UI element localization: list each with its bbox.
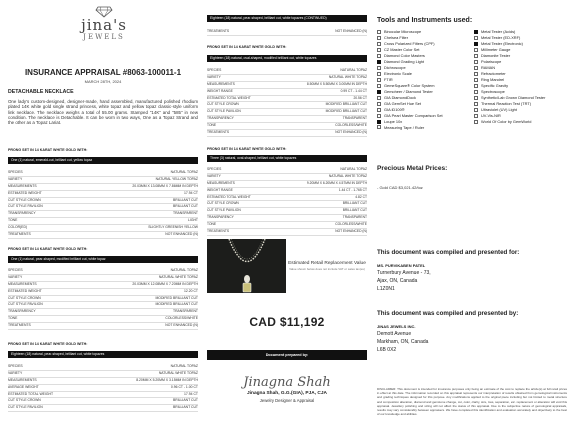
signature: Jinagna Shah: [243, 375, 331, 390]
unchecked-box-icon: [474, 48, 478, 52]
spec-label: WEIGHT RANGE: [207, 88, 233, 93]
spec-value: BRILLIANT CUT: [342, 208, 367, 213]
spec-row: [207, 82, 367, 89]
spec-label: VARIETY: [8, 370, 23, 375]
spec-row: [8, 225, 198, 232]
stone-spec-table: [207, 29, 367, 36]
stone-group-bar: Eighteen (18) natural, pear-shaped, brilliant cut, white topazes: [8, 351, 198, 358]
spec-label: WEIGHT RANGE: [207, 187, 233, 192]
spec-row: [207, 116, 367, 123]
stone-spec-table: [207, 68, 367, 137]
unchecked-box-icon: [474, 84, 478, 88]
spec-row: [8, 385, 198, 392]
unchecked-box-icon: [377, 54, 381, 58]
tool-label: Dichroscope: [384, 65, 406, 71]
checked-box-icon: [474, 42, 478, 46]
spec-value: MODIFIED BRILLIANT CUT: [155, 302, 198, 307]
spec-row: [207, 208, 367, 215]
stone-spec-table: [207, 167, 367, 236]
spec-row: [8, 364, 198, 371]
checked-box-icon: [474, 30, 478, 34]
tool-item: [377, 125, 470, 131]
spec-row: [8, 289, 198, 296]
tool-label: Metal Tester (Electronic): [481, 41, 523, 47]
spec-label: TONE: [8, 316, 18, 321]
unchecked-box-icon: [474, 36, 478, 40]
setting-label: PRONG SET IN 14 KARAT WHITE GOLD WITH:: [207, 147, 287, 151]
unchecked-box-icon: [377, 30, 381, 34]
tool-label: Millimeter Gauge: [481, 47, 511, 53]
stone-spec-table: [8, 268, 198, 330]
spec-row: [8, 316, 198, 323]
unchecked-box-icon: [474, 120, 478, 124]
spec-value: NATURAL WHITE TOPAZ: [328, 74, 367, 79]
spec-value: 12.20 CT: [184, 288, 198, 293]
spec-label: CUT STYLE PAVILION: [8, 405, 43, 410]
tool-label: Spectroscope: [481, 89, 505, 95]
spec-value: 0.96 CT - 1.00 CT: [170, 384, 198, 389]
spec-value: NOT ENHANCED (N): [335, 130, 367, 135]
spec-value: NATURAL WHITE TOPAZ: [328, 173, 367, 178]
stone-group-bar: One (1) natural, pear-shaped, modified brilliant cut, white topaz: [8, 256, 198, 263]
spec-value: COLORLESS/WHITE: [335, 123, 367, 128]
spec-value: NATURAL TOPAZ: [340, 167, 367, 171]
checked-box-icon: [377, 120, 381, 124]
item-heading: DETACHABLE NECKLACE: [8, 89, 74, 95]
spec-row: [207, 89, 367, 96]
spec-label: CUT STYLE CROWN: [8, 197, 41, 202]
spec-row: [8, 184, 198, 191]
spec-value: BRILLIANT CUT: [173, 197, 198, 202]
stone-group-bar-continued: Eighteen (18) natural, pear-shaped, brilliant cut, white topazes (CONTINUED): [207, 15, 367, 22]
tools-heading: Tools and Instruments used:: [377, 17, 473, 24]
tool-label: Chelsea Filter: [384, 35, 409, 41]
spec-value: 4.82 CT: [355, 194, 367, 199]
spec-label: TONE: [207, 222, 217, 227]
spec-label: TREATMENTS: [8, 232, 31, 237]
spec-row: [8, 405, 198, 412]
spec-value: NOT ENHANCED (N): [165, 232, 198, 237]
spec-row: [207, 195, 367, 202]
tool-label: Diamonite Tester: [481, 53, 511, 59]
tools-checklist: [377, 29, 567, 130]
tool-label: Diamond Color Masters: [384, 53, 425, 59]
spec-value: NATURAL WHITE TOPAZ: [158, 370, 198, 375]
spec-value: BRILLIANT CUT: [173, 204, 198, 209]
client-name: MS. PURVIKABEN PATEL: [377, 263, 426, 268]
unchecked-box-icon: [377, 108, 381, 112]
unchecked-box-icon: [377, 114, 381, 118]
tool-label: GIA GemSet Hue Set: [384, 101, 421, 107]
client-city: Ajax, ON, Canada: [377, 277, 418, 284]
setting-label: PRONG SET IN 14 KARAT WHITE GOLD WITH:: [8, 148, 88, 152]
spec-row: [8, 232, 198, 239]
tool-item: [474, 119, 567, 125]
unchecked-box-icon: [377, 66, 381, 70]
valuation-amount: CAD $11,192: [249, 315, 325, 329]
spec-value: LIGHT: [188, 218, 198, 223]
spec-label: VARIETY: [207, 173, 221, 178]
spec-label: CUT STYLE PAVILION: [207, 208, 241, 213]
unchecked-box-icon: [377, 84, 381, 88]
spec-value: TRANSPARENT: [342, 215, 367, 220]
tool-label: Diamond Grading Light: [384, 59, 425, 65]
tool-label: Metal Tester (ED-XRF): [481, 35, 521, 41]
spec-label: TREATMENTS: [207, 130, 230, 135]
spec-row: [8, 309, 198, 316]
spec-label: CUT STYLE CROWN: [207, 102, 239, 107]
unchecked-box-icon: [377, 96, 381, 100]
spec-value: NATURAL TOPAZ: [170, 170, 198, 174]
spec-label: TRANSPARENCY: [8, 309, 36, 314]
valuation-label: Estimated Retail Replacement Value: [288, 261, 366, 266]
spec-label: MEASUREMENTS: [207, 81, 235, 86]
spec-value: NOT ENHANCED (N): [335, 229, 367, 234]
spec-value: 1.44 CT - 1.765 CT: [338, 187, 367, 192]
client-address: [377, 262, 431, 294]
spec-label: TREATMENTS: [207, 29, 230, 33]
spec-row: [8, 378, 198, 385]
prepared-by-bar: Document prepared by:: [207, 350, 367, 360]
precious-metal-heading: Precious Metal Prices:: [377, 165, 448, 172]
tool-label: Metal Tester (Acids): [481, 29, 516, 35]
spec-row: [207, 229, 367, 236]
spec-label: VARIETY: [8, 176, 23, 181]
unchecked-box-icon: [474, 90, 478, 94]
company-city: Markham, ON, Canada: [377, 338, 429, 345]
tool-label: Gemoheer / Diamond Tester: [384, 89, 433, 95]
spec-label: CUT STYLE CROWN: [207, 201, 239, 206]
spec-value: MODIFIED BRILLIANT CUT: [325, 102, 367, 107]
spec-row: [8, 398, 198, 405]
tool-label: Electronic Scale: [384, 71, 412, 77]
spec-label: TRANSPARENCY: [207, 215, 234, 220]
spec-row: [8, 296, 198, 303]
spec-row: [8, 275, 198, 282]
spec-value: 8.20MM X 5.20MM X 3.15MM IN DEPTH: [136, 377, 198, 382]
unchecked-box-icon: [474, 102, 478, 106]
unchecked-box-icon: [377, 48, 381, 52]
setting-label: PRONG SET IN 14 KARAT WHITE GOLD WITH:: [8, 247, 88, 251]
client-postal: L1Z0N1: [377, 285, 395, 292]
spec-value: TRANSPARENT: [342, 116, 367, 121]
tool-label: Ring Mandrel: [481, 77, 505, 83]
spec-value: BRILLIANT CUT: [342, 201, 367, 206]
tool-label: UV-Vis-NIR: [481, 113, 501, 119]
spec-value: 20.03MM X 13.08MM X 7.86MM IN DEPTH: [132, 183, 198, 188]
spec-value: 8.50MM X 5.50MM X 3.00MM IN DEPTH: [306, 81, 367, 86]
spec-label: AVERAGE WEIGHT: [8, 384, 39, 389]
spec-value: COLORLESS/WHITE: [335, 222, 367, 227]
spec-label: TREATMENTS: [207, 229, 230, 234]
checked-box-icon: [377, 60, 381, 64]
spec-row: [207, 130, 367, 137]
appraisal-title: INSURANCE APPRAISAL #8063-100011-1: [24, 68, 182, 77]
stone-spec-table: [8, 364, 198, 412]
necklace-photo: [207, 239, 286, 293]
tool-label: Ultraviolet (UV) Light: [481, 107, 517, 113]
spec-value: MODIFIED BRILLIANT CUT: [155, 295, 198, 300]
tool-label: Synthetic/Lab Grown Diamond Tester: [481, 95, 546, 101]
spec-label: TREATMENTS: [8, 323, 31, 328]
spec-value: NATURAL TOPAZ: [170, 268, 198, 272]
spec-label: TONE: [207, 123, 217, 128]
unchecked-box-icon: [474, 108, 478, 112]
spec-value: TRANSPARENT: [173, 309, 198, 314]
spec-value: NATURAL TOPAZ: [340, 68, 367, 72]
spec-row: [8, 371, 198, 378]
spec-row: [207, 96, 367, 103]
spec-label: ESTIMATED TOTAL WEIGHT: [207, 95, 251, 100]
spec-row: [8, 218, 198, 225]
spec-row: [8, 170, 198, 177]
spec-label: SPECIES: [8, 268, 23, 272]
tool-label: GemeSquare® Color System: [384, 83, 435, 89]
tool-label: World Of Color by GemWorld: [481, 119, 532, 125]
company-name: JINAS JEWELS INC.: [377, 324, 416, 329]
spec-value: NATURAL WHITE TOPAZ: [158, 274, 198, 279]
unchecked-box-icon: [474, 54, 478, 58]
tool-label: GIA Pearl Master Comparison Set: [384, 113, 443, 119]
stone-group-bar: One (1) natural, emerald-cut, brilliant cut, yellow topaz: [8, 157, 198, 164]
spec-label: SPECIES: [207, 167, 222, 171]
unchecked-box-icon: [474, 114, 478, 118]
spec-label: ESTIMATED TOTAL WEIGHT: [207, 194, 251, 199]
spec-row: [8, 211, 198, 218]
gold-price: - Gold CAD $3,021.42/toz: [377, 185, 423, 190]
tool-label: Measuring Tape / Ruler: [384, 124, 425, 130]
company-postal: L6B 0X2: [377, 346, 397, 353]
spec-row: [8, 204, 198, 211]
spec-row: [207, 174, 367, 181]
spec-label: MEASUREMENTS: [8, 281, 37, 286]
spec-row: [207, 29, 367, 36]
spec-row: [207, 109, 367, 116]
tool-label: Specific Gravity: [481, 83, 509, 89]
spec-row: [8, 177, 198, 184]
stone-group-bar: Eighteen (18) natural, oval-shaped, modified brilliant cut, white topazes: [207, 55, 367, 62]
signature-block: [207, 367, 367, 403]
spec-row: [207, 75, 367, 82]
spec-label: CUT STYLE PAVILION: [207, 109, 241, 114]
client-street: Turnerbury Avenue - 73,: [377, 269, 431, 276]
company-address: [377, 323, 428, 355]
spec-row: [8, 191, 198, 198]
spec-row: [8, 392, 198, 399]
spec-row: [207, 222, 367, 229]
spec-value: 20.03MM X 12.08MM X 7.20MM IN DEPTH: [132, 281, 198, 286]
valuation-note: Value shown below does not include VAT or sales tax(es): [289, 267, 365, 271]
spec-row: [207, 123, 367, 130]
spec-value: NOT ENHANCED (N): [165, 323, 198, 328]
spec-row: [207, 215, 367, 222]
spec-label: MEASUREMENTS: [8, 377, 37, 382]
valuation-box: [287, 239, 367, 293]
spec-row: [8, 198, 198, 205]
spec-row: [8, 323, 198, 330]
spec-label: MEASUREMENTS: [207, 180, 235, 185]
spec-label: ESTIMATED WEIGHT: [8, 288, 42, 293]
unchecked-box-icon: [474, 66, 478, 70]
spec-value: 17.94 CT: [184, 391, 198, 396]
tool-label: Thermal Reaction Test (TRT): [481, 101, 532, 107]
spec-value: NATURAL TOPAZ: [170, 364, 198, 368]
spec-label: MEASUREMENTS: [8, 183, 37, 188]
appraisal-date: MARCH 28TH, 2024: [84, 79, 122, 84]
spec-label: CUT STYLE CROWN: [8, 295, 41, 300]
spec-value: NOT ENHANCED (N): [335, 29, 367, 33]
spec-row: [207, 102, 367, 109]
spec-value: 20.56 CT: [353, 95, 367, 100]
spec-label: TRANSPARENCY: [8, 211, 36, 216]
unchecked-box-icon: [377, 78, 381, 82]
spec-row: [207, 188, 367, 195]
spec-value: SLIGHTLY GREENISH YELLOW: [148, 225, 198, 230]
spec-row: [8, 282, 198, 289]
spec-label: COLOR(ED): [8, 225, 28, 230]
unchecked-box-icon: [377, 102, 381, 106]
spec-label: CUT STYLE PAVILION: [8, 204, 43, 209]
stone-group-bar: Three (3) natural, oval-shaped, brilliant cut, white topazes: [207, 155, 367, 162]
spec-row: [207, 167, 367, 174]
spec-label: VARIETY: [207, 74, 221, 79]
logo-wordmark: jina's: [81, 16, 127, 34]
spec-row: [207, 201, 367, 208]
tool-label: Binocular Microscope: [384, 29, 422, 35]
spec-value: 9.20MM X 6.20MM X 4.57MM IN DEPTH: [306, 180, 367, 185]
appraiser-name: Jinagna Shah, G.G.(GIA), PJA, CJA: [247, 391, 327, 396]
spec-label: CUT STYLE PAVILION: [8, 302, 43, 307]
unchecked-box-icon: [474, 72, 478, 76]
spec-value: MODIFIED BRILLIANT CUT: [325, 109, 367, 114]
spec-row: [8, 302, 198, 309]
disclaimer: DISCLAIMER: This document is intended for insurance purposes only being an estimate of the cost to replace the article(s) at full retail prices in effect at this date. The information recorded on this appraisal represents our interpretation of results obtained from gemological instruments and grading techniques designed for this purpose. Any modifications applied to the original piece including but not limited to metal structure and composition alteration, diamond and gemstone change, cut, color, clarity, size, loss, separation, etc. replacement or alteration will void this appraisal. Jewellery polishing and sizing will not affect the status of this appraisal. Due to the subjective nature of gemological appraisals, results may vary considerably between appraisers. We have completed this identification and evaluation accurately and objectively to the best of our knowledge and abilities.: [377, 387, 567, 417]
spec-row: [207, 68, 367, 75]
stone-spec-table: [8, 170, 198, 239]
spec-value: TRANSPARENT: [173, 211, 198, 216]
unchecked-box-icon: [474, 60, 478, 64]
spec-label: ESTIMATED WEIGHT: [8, 190, 42, 195]
spec-label: SPECIES: [8, 364, 23, 368]
spec-value: BRILLIANT CUT: [173, 398, 198, 403]
unchecked-box-icon: [377, 36, 381, 40]
spec-value: 17.94 CT: [184, 190, 198, 195]
tool-label: GIA DiamondDock: [384, 95, 417, 101]
tool-label: Refractometer: [481, 71, 506, 77]
spec-label: ESTIMATED TOTAL WEIGHT: [8, 391, 54, 396]
company-street: Demott Avenue: [377, 330, 412, 337]
spec-label: SPECIES: [207, 68, 222, 72]
tool-label: Cross Polarized Filters (CPF): [384, 41, 435, 47]
checked-box-icon: [377, 90, 381, 94]
appraiser-role: Jewelry Designer & Appraisal: [259, 398, 315, 403]
unchecked-box-icon: [474, 78, 478, 82]
unchecked-box-icon: [377, 125, 381, 129]
spec-label: SPECIES: [8, 170, 23, 174]
tool-label: CZ Master Color Set: [384, 47, 420, 53]
tool-label: GIA iD100®: [384, 107, 405, 113]
compiled-by-heading: This document was compiled and presented by:: [377, 310, 519, 317]
unchecked-box-icon: [474, 96, 478, 100]
spec-value: COLORLESS/WHITE: [165, 316, 198, 321]
item-description: One lady's custom-designed, designer-made, hand assembled, manufactured polished rhodium plated 14K white gold single strand princess, white topaz and yellow topaz classic-style uniform link necklace. The necklace weighs a total of 55.00 grams. Stamped "14K" and "585" in new condition. The necklace is Detachable. It can be worn in two ways, One as a Topaz Strand and the other as a Topaz Lariat.: [8, 99, 198, 126]
setting-label: PRONG SET IN 14 KARAT WHITE GOLD WITH:: [8, 342, 88, 346]
tool-label: Polariscope: [481, 59, 502, 65]
spec-label: TRANSPARENCY: [207, 116, 234, 121]
tool-label: Loupe 10x: [384, 119, 403, 125]
setting-label: PRONG SET IN 14 KARAT WHITE GOLD WITH:: [207, 45, 287, 49]
spec-row: [8, 268, 198, 275]
logo-subtitle: JEWELS: [83, 33, 125, 41]
spec-row: [207, 181, 367, 188]
spec-label: VARIETY: [8, 274, 23, 279]
compiled-for-heading: This document was compiled and presented for:: [377, 249, 520, 256]
unchecked-box-icon: [377, 42, 381, 46]
tool-label: RAMAN: [481, 65, 496, 71]
tool-label: FTIR: [384, 77, 393, 83]
unchecked-box-icon: [377, 72, 381, 76]
spec-label: TONE: [8, 218, 18, 223]
spec-label: CUT STYLE CROWN: [8, 398, 41, 403]
spec-value: BRILLIANT CUT: [173, 405, 198, 410]
jinas-jewels-logo: [74, 6, 134, 54]
spec-value: 0.99 CT - 1.44 CT: [340, 88, 367, 93]
spec-value: NATURAL YELLOW TOPAZ: [155, 176, 198, 181]
